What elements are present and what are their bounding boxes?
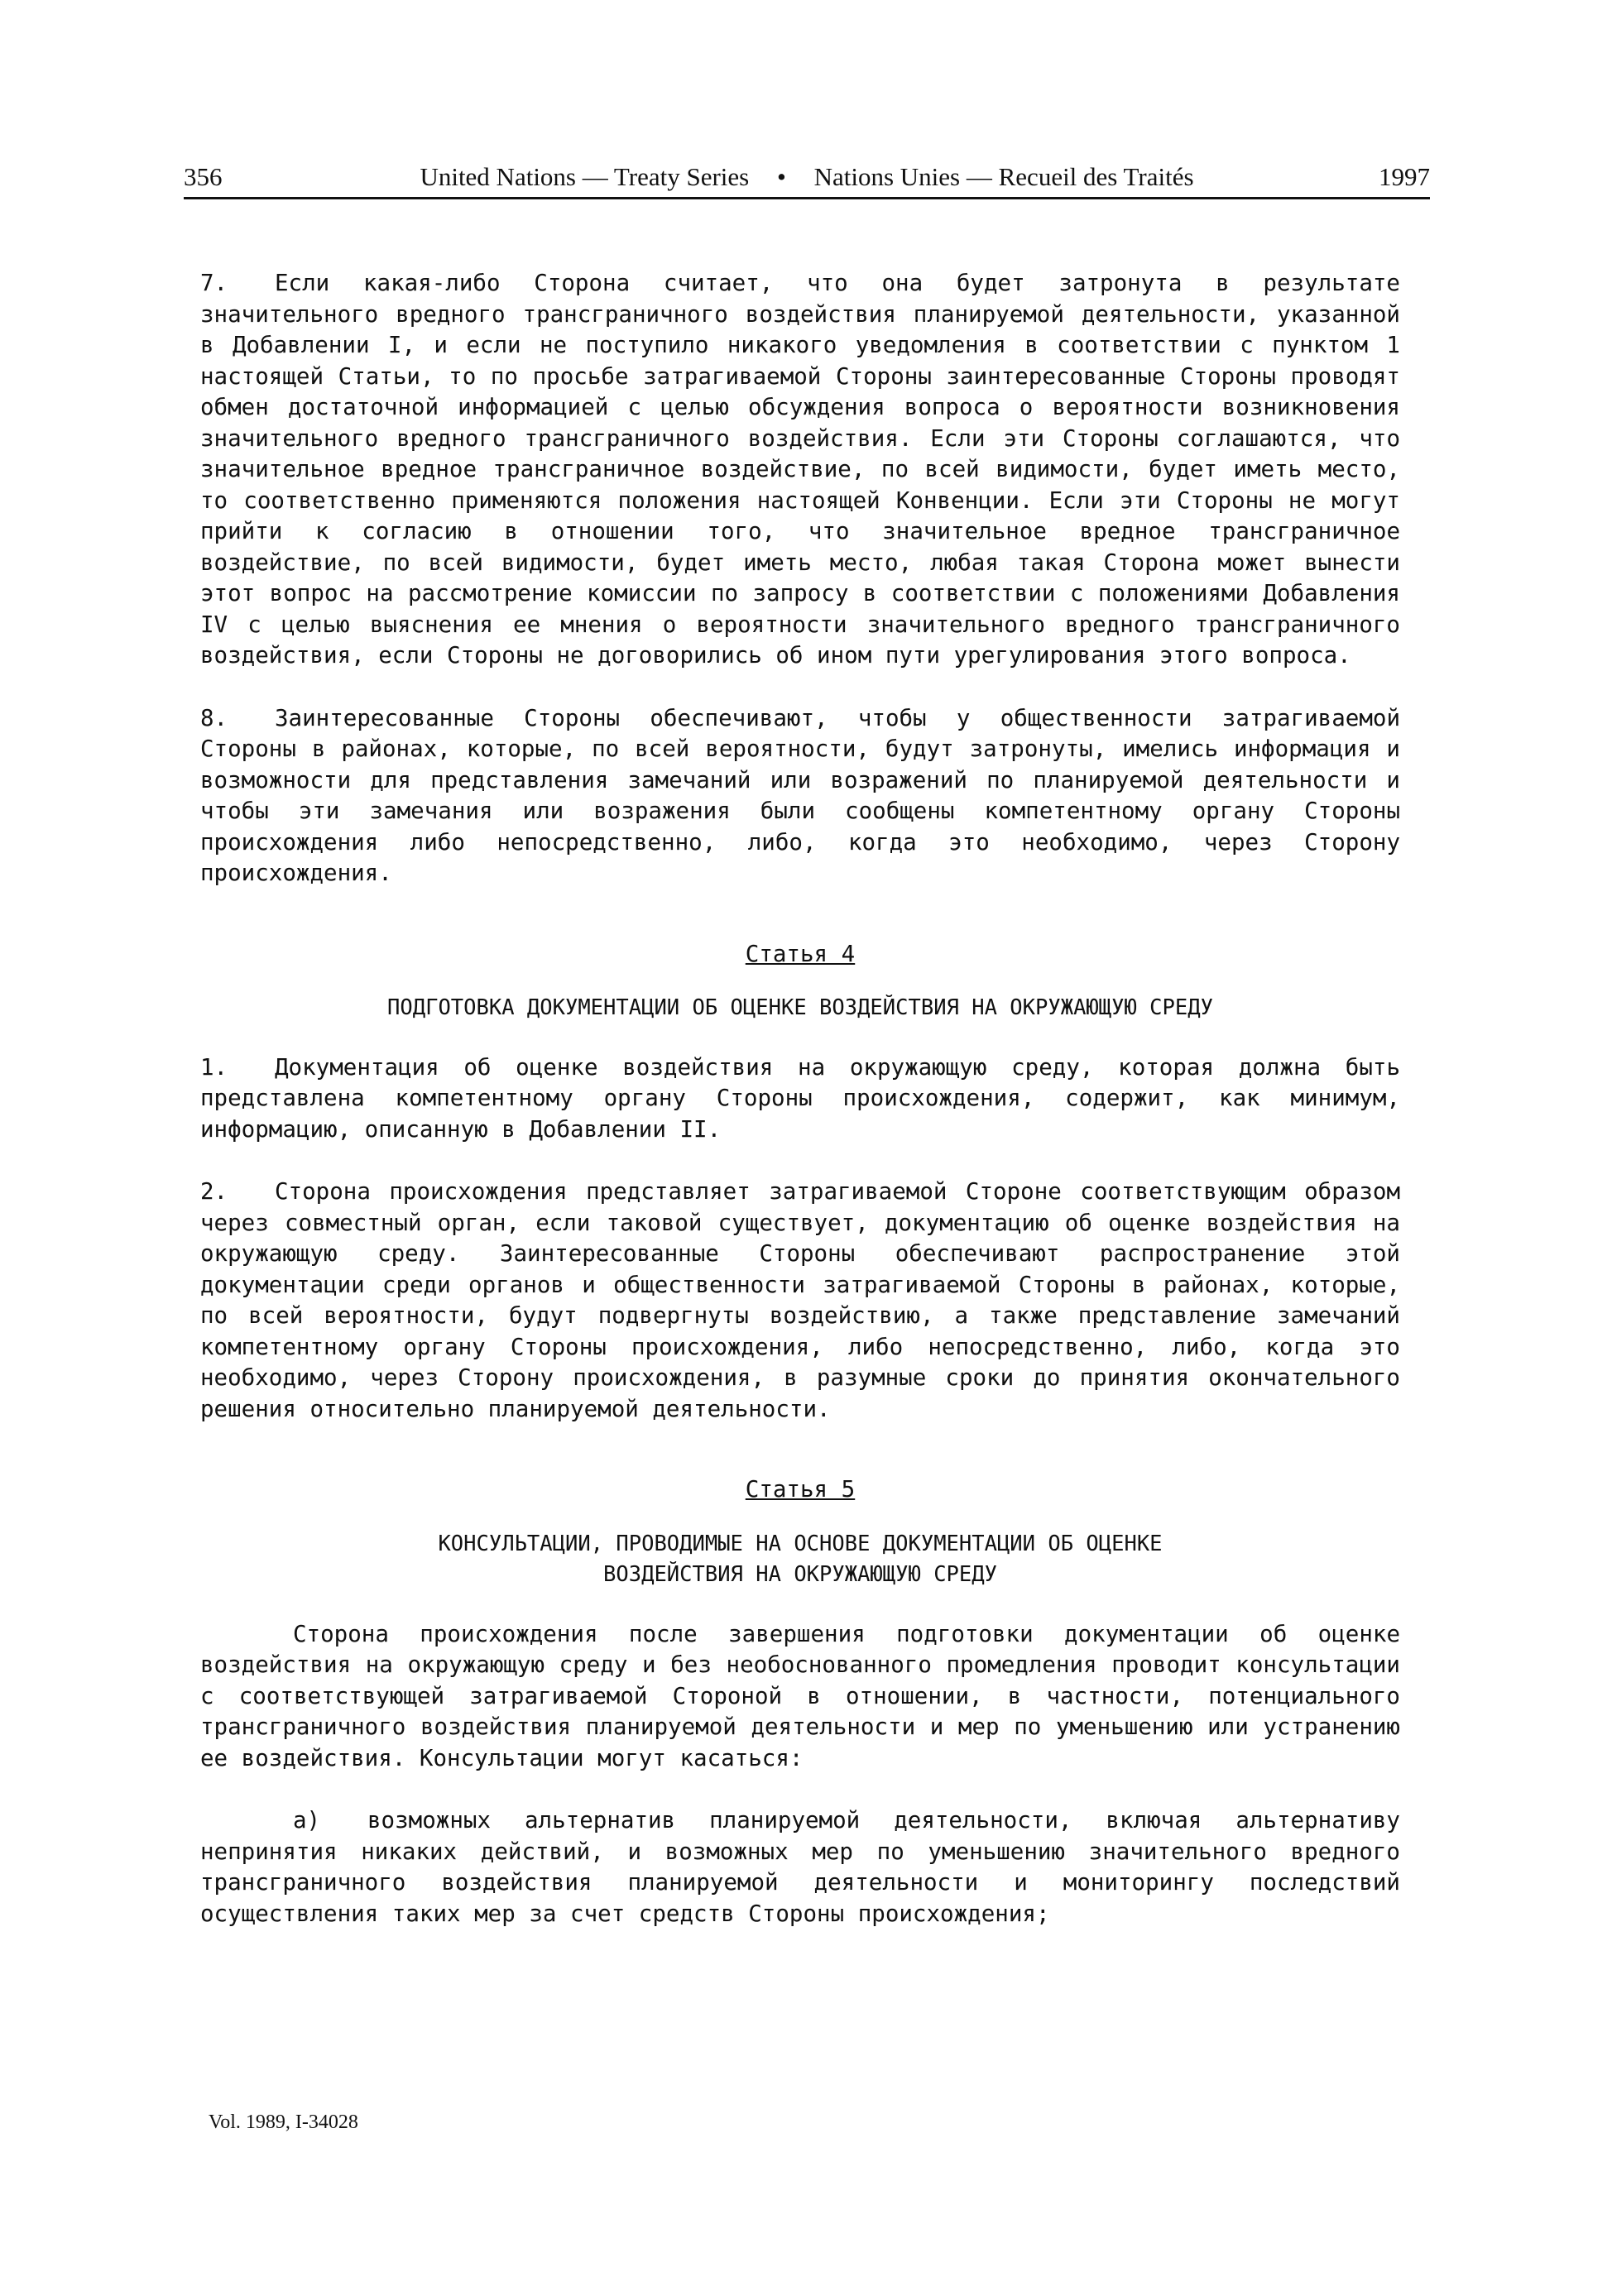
paragraph-text: Сторона происхождения представляет затрагиваемой Стороне соответствующим образом через совместный орган, если таковой существует, документацию об оценке воздействия на окружающую среду. Заинтересованные Стороны обеспечивают распространение этой документации среди органов и общественности затрагиваемой Стороны в районах, которые, по всей вероятности, будут подвергнуты воздействию, а также представление замечаний компетентному органу Стороны происхождения, либо непосредственно, либо, когда это необходимо, через Сторону происхождения, в разумные сроки до принятия окончательного решения относительно планируемой деятельности. bbox=[200, 1178, 1400, 1422]
article-4-paragraph-2 bbox=[200, 1177, 1400, 1425]
series-title-english: United Nations — Treaty Series bbox=[420, 162, 750, 191]
paragraph-text: Документация об оценке воздействия на окружающую среду, которая должна быть представлена компетентному органу Стороны происхождения, содержит, как минимум, информацию, описанную в Добавлении II. bbox=[200, 1053, 1400, 1143]
item-label: a) bbox=[293, 1807, 321, 1833]
article-5-heading-line-1: КОНСУЛЬТАЦИИ, ПРОВОДИМЫЕ НА ОСНОВЕ ДОКУМЕНТАЦИИ ОБ ОЦЕНКЕ bbox=[438, 1531, 1163, 1556]
article-4-heading: ПОДГОТОВКА ДОКУМЕНТАЦИИ ОБ ОЦЕНКЕ ВОЗДЕЙСТВИЯ НА ОКРУЖАЮЩУЮ СРЕДУ bbox=[387, 995, 1213, 1020]
paragraph-text: Заинтересованные Стороны обеспечивают, чтобы у общественности затрагиваемой Стороны в районах, которые, по всей вероятности, будут затронуты, имелись информация и возможности для представления замечаний или возражений по планируемой деятельности и чтобы эти замечания или возражения были сообщены компетентному органу Стороны происхождения либо непосредственно, либо, когда это необходимо, через Сторону происхождения. bbox=[200, 704, 1400, 886]
publication-year: 1997 bbox=[1379, 162, 1430, 191]
article-5-heading-line-2: ВОЗДЕЙСТВИЯ НА ОКРУЖАЮЩУЮ СРЕДУ bbox=[603, 1562, 997, 1587]
bullet-separator: • bbox=[777, 162, 786, 191]
paragraph-number: 7. bbox=[200, 270, 228, 296]
paragraph-number: 2. bbox=[200, 1178, 228, 1205]
document-body bbox=[200, 268, 1400, 1944]
paragraph-text: Если какая-либо Сторона считает, что она будет затронута в результате значительного вредного трансграничного воздействия планируемой деятельности, указанной в Добавлении I, и если не поступило никакого уведомления в соответствии с пунктом 1 настоящей Статьи, то по просьбе затрагиваемой Стороны заинтересованные Стороны проводят обмен достаточной информацией с целью обсуждения вопроса о вероятности возникновения значительного вредного трансграничного воздействия. Если эти Стороны соглашаются, что значительное вредное трансграничное воздействие, по всей видимости, будет иметь место, то соответственно применяются положения настоящей Конвенции. Если эти Стороны не могут прийти к согласию в отношении того, что значительное вредное трансграничное воздействие, по всей видимости, будет иметь место, любая такая Сторона может вынести этот вопрос на рассмотрение комиссии по запросу в соответствии с положениями Добавления IV с целью выяснения ее мнения о вероятности значительного вредного трансграничного воздействия, если Стороны не договорились об ином пути урегулирования этого вопроса. bbox=[200, 270, 1400, 669]
article-5-title: Статья 5 bbox=[745, 1476, 856, 1503]
paragraph-7 bbox=[200, 268, 1400, 672]
article-4-title: Статья 4 bbox=[745, 940, 856, 967]
article-4-paragraph-1 bbox=[200, 1052, 1400, 1146]
article-5-item-a bbox=[200, 1805, 1400, 1929]
page-number: 356 bbox=[184, 162, 223, 191]
paragraph-8 bbox=[200, 703, 1400, 889]
article-5-heading bbox=[200, 1529, 1400, 1591]
paragraph-text: Сторона происхождения после завершения подготовки документации об оценке воздействия на окружающую среду и без необоснованного промедления проводит консультации с соответствующей затрагиваемой Стороной в отношении, в частности, потенциального трансграничного воздействия планируемой деятельности и мер по уменьшению или устранению ее воздействия. Консультации могут касаться: bbox=[200, 1620, 1400, 1771]
running-header bbox=[184, 156, 1430, 199]
series-title bbox=[357, 162, 1256, 192]
paragraph-number: 1. bbox=[200, 1053, 228, 1081]
article-5-intro bbox=[200, 1619, 1400, 1775]
volume-reference: Vol. 1989, I-34028 bbox=[209, 2111, 358, 2133]
item-text: возможных альтернатив планируемой деятельности, включая альтернативу непринятия никаких действий, и возможных мер по уменьшению значительного вредного трансграничного воздействия планируемой деятельности и мониторингу последствий осуществления таких мер за счет средств Стороны происхождения; bbox=[200, 1807, 1400, 1927]
paragraph-number: 8. bbox=[200, 704, 228, 731]
series-title-french: Nations Unies — Recueil des Traités bbox=[813, 162, 1194, 191]
